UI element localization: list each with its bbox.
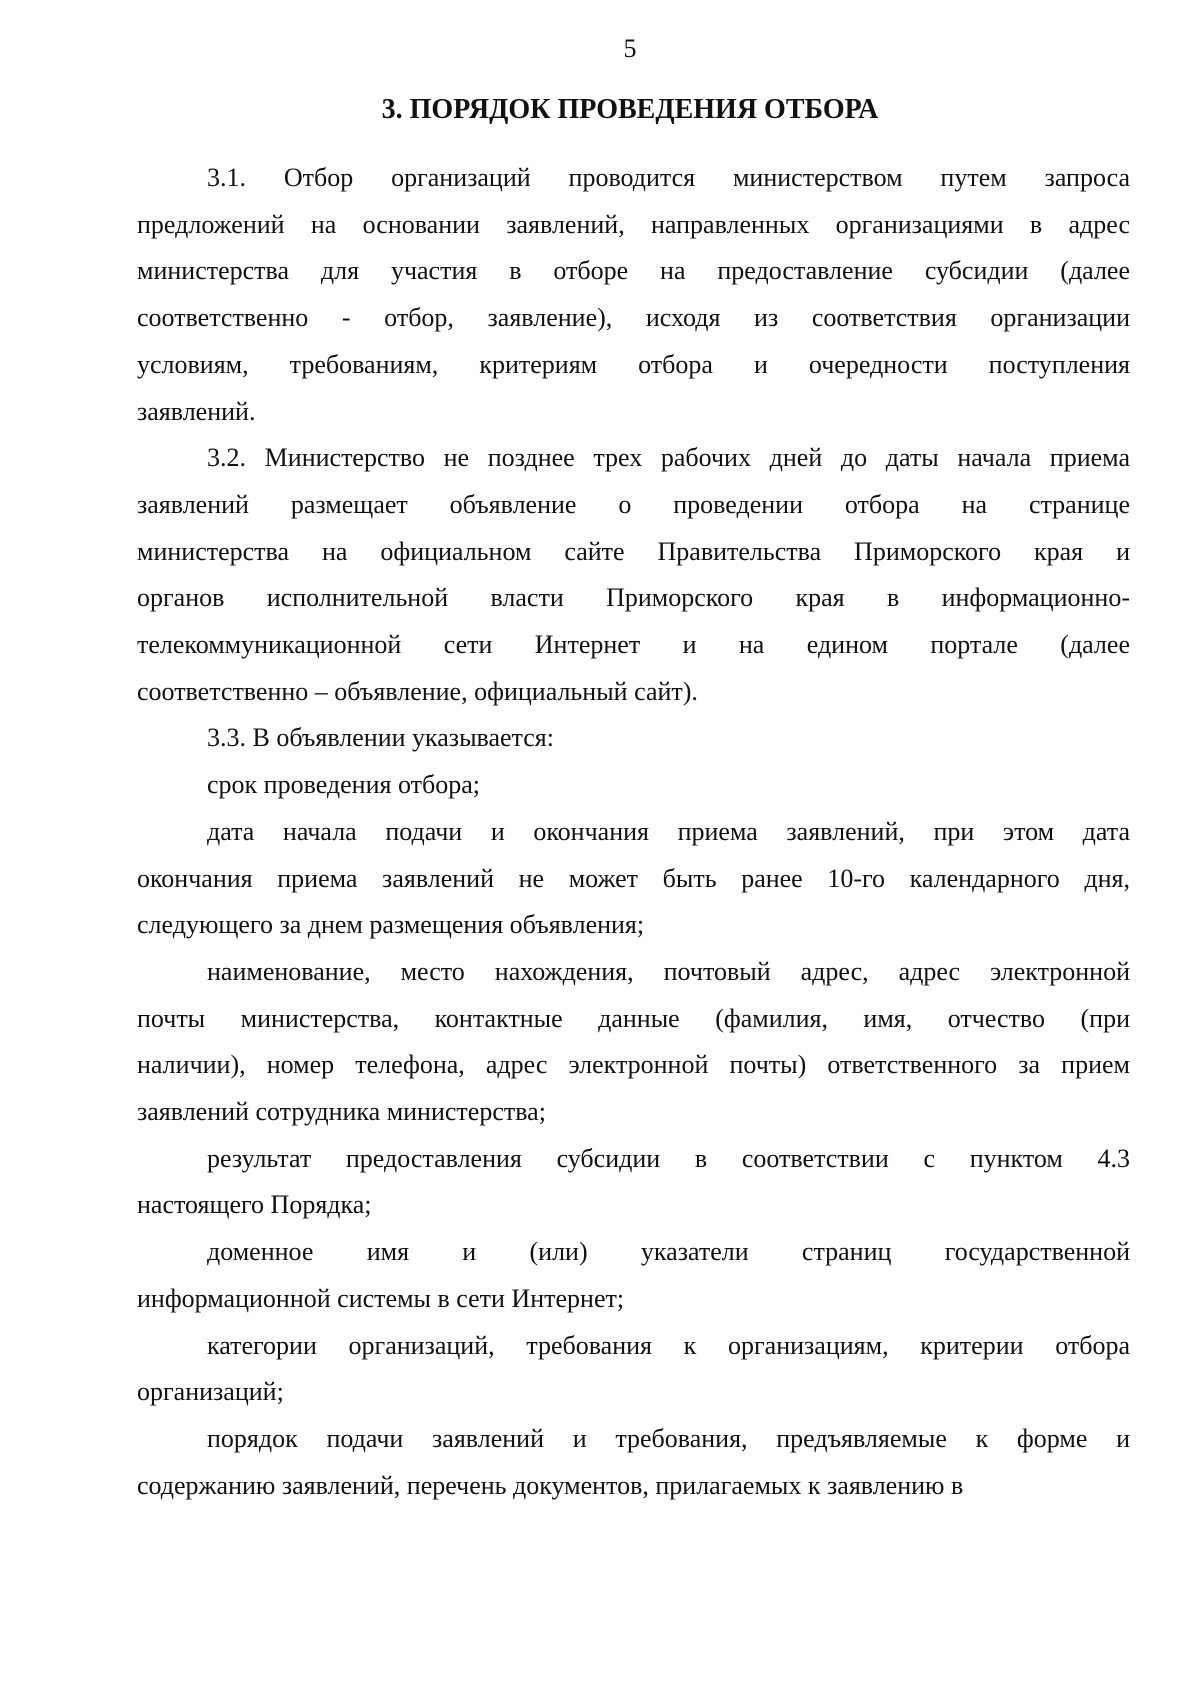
paragraph <box>137 715 1130 762</box>
paragraph-line: содержанию заявлений, перечень документов, прилагаемых к заявлению в <box>137 1470 964 1500</box>
paragraph-line: результат предоставления субсидии в соответствии с пунктом 4.3 <box>207 1143 1130 1173</box>
paragraph-line: доменное имя и (или) указатели страниц государственной <box>207 1237 1130 1267</box>
paragraph-line: предложений на основании заявлений, направленных организациями в адрес <box>137 209 1130 239</box>
paragraph-line: министерства для участия в отборе на предоставление субсидии (далее <box>137 256 1130 286</box>
section-title: 3. ПОРЯДОК ПРОВЕДЕНИЯ ОТБОРА <box>381 94 879 125</box>
paragraph-line: наименование, место нахождения, почтовый адрес, адрес электронной <box>207 956 1130 986</box>
paragraph-line: 3.3. В объявлении указывается: <box>207 723 554 753</box>
paragraph <box>137 1136 1130 1229</box>
paragraph <box>137 949 1130 1136</box>
paragraph-line: заявлений размещает объявление о проведении отбора на странице <box>137 489 1130 519</box>
paragraph <box>137 435 1130 715</box>
page-number: 5 <box>623 34 637 63</box>
paragraph-line: 3.2. Министерство не позднее трех рабочих дней до даты начала приема <box>207 443 1130 473</box>
paragraph-line: наличии), номер телефона, адрес электронной почты) ответственного за прием <box>137 1050 1130 1080</box>
paragraph-line: заявлений сотрудника министерства; <box>137 1097 546 1127</box>
paragraph <box>137 1323 1130 1416</box>
paragraph-line: организаций; <box>137 1377 284 1407</box>
paragraph-line: условиям, требованиям, критериям отбора и очередности поступления <box>137 349 1130 379</box>
paragraph <box>137 1229 1130 1322</box>
paragraph <box>137 155 1130 435</box>
paragraph-line: соответственно - отбор, заявление), исходя из соответствия организации <box>137 303 1130 333</box>
paragraph-line: соответственно – объявление, официальный сайт). <box>137 676 698 706</box>
paragraph-line: дата начала подачи и окончания приема заявлений, при этом дата <box>207 816 1130 846</box>
paragraph-line: телекоммуникационной сети Интернет и на едином портале (далее <box>137 630 1130 660</box>
paragraph <box>137 1416 1130 1509</box>
paragraph-line: срок проведения отбора; <box>207 770 480 800</box>
paragraph-line: категории организаций, требования к организациям, критерии отбора <box>207 1330 1130 1360</box>
document-body <box>137 155 1130 1509</box>
paragraph <box>137 809 1130 949</box>
paragraph-line: окончания приема заявлений не может быть ранее 10-го календарного дня, <box>137 863 1130 893</box>
paragraph-line: следующего за днем размещения объявления; <box>137 910 645 940</box>
paragraph-line: заявлений. <box>137 396 256 426</box>
paragraph-line: почты министерства, контактные данные (фамилия, имя, отчество (при <box>137 1003 1130 1033</box>
paragraph-line: информационной системы в сети Интернет; <box>137 1283 625 1313</box>
paragraph-line: 3.1. Отбор организаций проводится министерством путем запроса <box>207 163 1130 192</box>
paragraph-line: министерства на официальном сайте Правительства Приморского края и <box>137 536 1130 566</box>
paragraph <box>137 762 1130 809</box>
paragraph-line: настоящего Порядка; <box>137 1190 372 1220</box>
paragraph-line: органов исполнительной власти Приморского края в информационно- <box>137 583 1130 613</box>
paragraph-line: порядок подачи заявлений и требования, предъявляемые к форме и <box>207 1423 1130 1453</box>
